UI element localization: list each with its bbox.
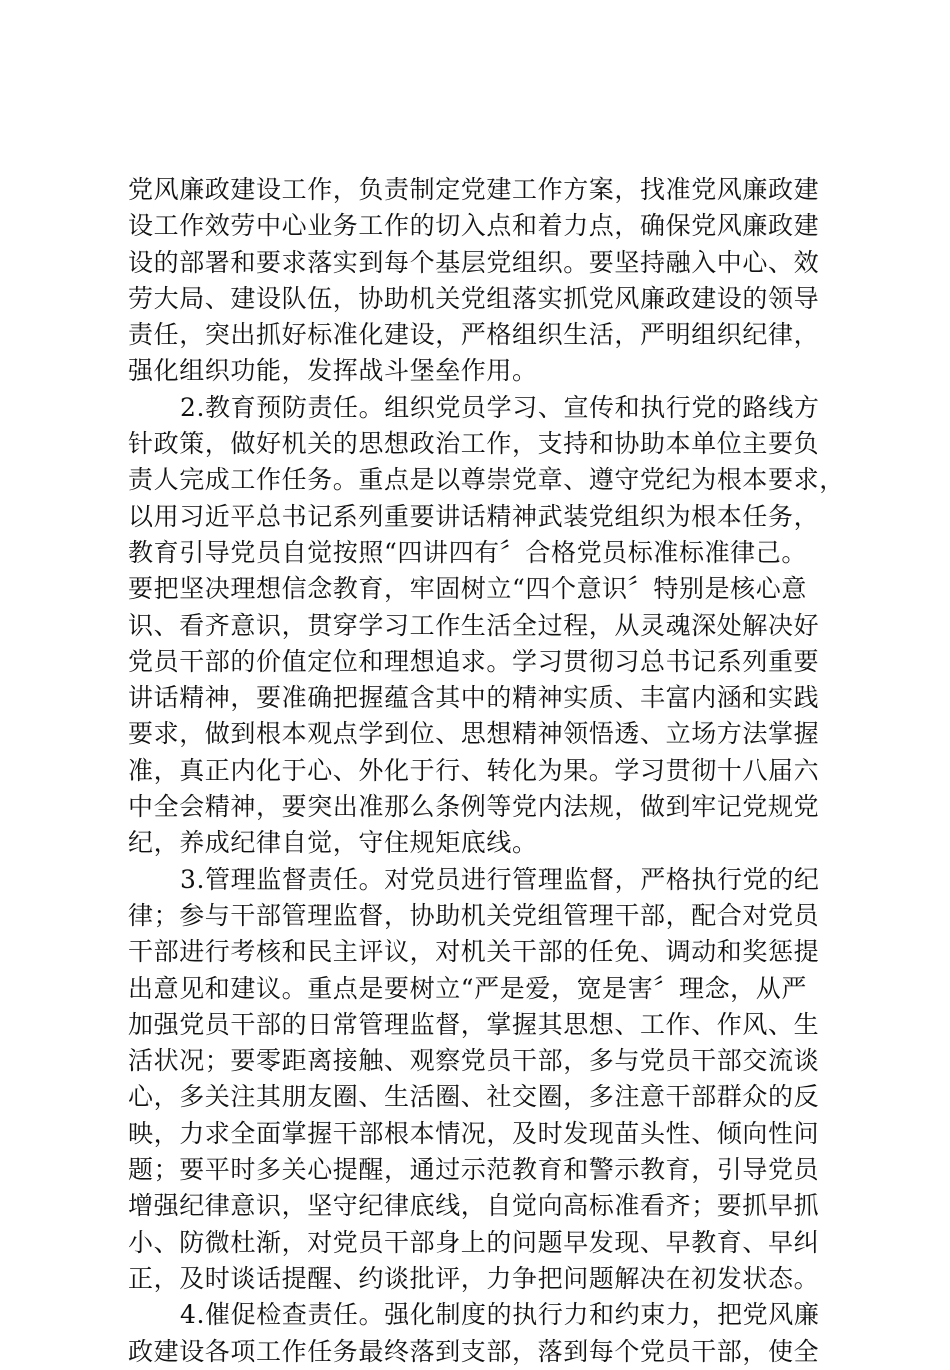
text-line: 纪，养成纪律自觉，守住规矩底线。 (128, 828, 538, 858)
paragraph-first-line: 3.管理监督责任。对党员进行管理监督，严格执行党的纪 (180, 864, 820, 894)
text-line: 识、看齐意识，贯穿学习工作生活全过程，从灵魂深处解决好 (128, 610, 820, 640)
text-line: 教育引导党员自觉按照“四讲四有〞合格党员标准标准律己。 (128, 537, 807, 567)
text-line: 责人完成工作任务。重点是以尊崇党章、遵守党纪为根本要求， (128, 465, 845, 495)
text-line: 政建设各项工作任务最终落到支部，落到每个党员干部，使全 (128, 1336, 820, 1366)
text-line: 小、防微杜渐，对党员干部身上的问题早发现、早教育、早纠 (128, 1227, 820, 1257)
text-line: 党风廉政建设工作，负责制定党建工作方案，找准党风廉政建 (128, 175, 820, 204)
text-line: 正，及时谈话提醒、约谈批评，力争把问题解决在初发状态。 (128, 1263, 820, 1293)
text-line: 党员干部的价值定位和理想追求。学习贯彻习总书记系列重要 (128, 646, 820, 676)
text-line: 劳大局、建设队伍，协助机关党组落实抓党风廉政建设的领导 (128, 283, 820, 313)
text-line: 加强党员干部的日常管理监督，掌握其思想、工作、作风、生 (128, 1009, 820, 1039)
text-line: 干部进行考核和民主评议，对机关干部的任免、调动和奖惩提 (128, 937, 820, 967)
text-line: 出意见和建议。重点是要树立“严是爱，宽是害〞理念，从严 (128, 973, 807, 1003)
text-line: 要求，做到根本观点学到位、思想精神领悟透、立场方法掌握 (128, 719, 820, 749)
paragraph-first-line: 2.教育预防责任。组织党员学习、宣传和执行党的路线方 (180, 392, 820, 422)
text-line: 准，真正内化于心、外化于行、转化为果。学习贯彻十八届六 (128, 755, 820, 785)
text-line: 题；要平时多关心提醒，通过示范教育和警示教育，引导党员 (128, 1155, 820, 1185)
text-line: 映，力求全面掌握干部根本情况，及时发现苗头性、倾向性问 (128, 1118, 820, 1148)
text-line: 设工作效劳中心业务工作的切入点和着力点，确保党风廉政建 (128, 211, 820, 241)
text-line: 责任，突出抓好标准化建设，严格组织生活，严明组织纪律， (128, 320, 820, 350)
text-line: 讲话精神，要准确把握蕴含其中的精神实质、丰富内涵和实践 (128, 683, 820, 713)
text-line: 活状况；要零距离接触、观察党员干部，多与党员干部交流谈 (128, 1046, 820, 1076)
text-line: 增强纪律意识，坚守纪律底线，自觉向高标准看齐；要抓早抓 (128, 1191, 820, 1221)
text-line: 针政策，做好机关的思想政治工作，支持和协助本单位主要负 (128, 429, 820, 459)
text-line: 中全会精神，要突出准那么条例等党内法规，做到牢记党规党 (128, 792, 820, 822)
text-line: 要把坚决理想信念教育，牢固树立“四个意识〞特别是核心意 (128, 574, 807, 604)
document-body (128, 172, 845, 1370)
text-line: 强化组织功能，发挥战斗堡垒作用。 (128, 356, 538, 386)
text-line: 设的部署和要求落实到每个基层党组织。要坚持融入中心、效 (128, 247, 820, 277)
text-line: 以用习近平总书记系列重要讲话精神武装党组织为根本任务， (128, 501, 820, 531)
text-line: 律；参与干部管理监督，协助机关党组管理干部，配合对党员 (128, 900, 820, 930)
paragraph-first-line: 4.催促检查责任。强化制度的执行力和约束力，把党风廉 (180, 1300, 820, 1330)
text-line: 心，多关注其朋友圈、生活圈、社交圈，多注意干部群众的反 (128, 1082, 820, 1112)
